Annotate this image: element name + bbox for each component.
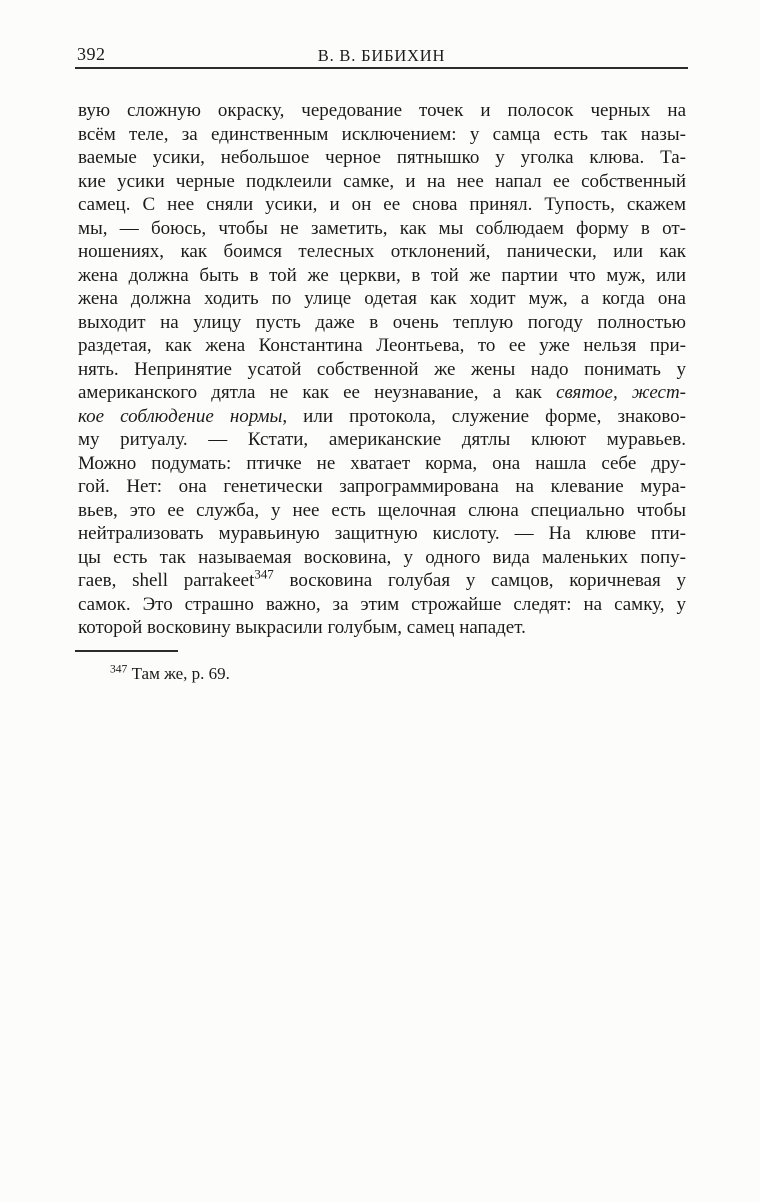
text-line bbox=[78, 358, 686, 382]
text-line bbox=[78, 170, 686, 194]
running-head-title: В. В. БИБИХИН bbox=[317, 46, 446, 65]
text-segment: гаев, shell parrakeet bbox=[78, 570, 255, 591]
text-line bbox=[78, 546, 686, 570]
text-line bbox=[78, 566, 686, 593]
text-segment: выходит на улицу пусть даже в очень теплую погоду полностью bbox=[78, 311, 686, 333]
text-segment: нейтрализовать муравьиную защитную кислоту. — На клюве пти- bbox=[78, 523, 686, 544]
running-head bbox=[75, 44, 688, 66]
text-segment: цы есть так называемая восковина, у одного вида маленьких попу- bbox=[78, 546, 686, 568]
text-segment: Можно подумать: птичке не хватает корма, она нашла себе дру- bbox=[78, 452, 686, 474]
text-segment: восковина голубая у самцов, коричневая у bbox=[273, 570, 686, 591]
body-text bbox=[78, 99, 686, 640]
text-segment: самец. С нее сняли усики, и он ее снова принял. Тупость, скажем bbox=[78, 194, 686, 215]
text-line bbox=[78, 334, 686, 358]
text-line bbox=[78, 475, 686, 499]
text-line bbox=[78, 123, 686, 147]
footnote-text: Там же, p. 69. bbox=[127, 664, 230, 683]
text-segment: которой восковину выкрасили голубым, самец нападет. bbox=[78, 617, 526, 638]
text-line bbox=[78, 499, 686, 523]
text-line bbox=[78, 381, 686, 405]
text-segment: му ритуалу. — Кстати, американские дятлы клюют муравьев. bbox=[78, 429, 686, 450]
text-segment: , или протокола, служение форме, знаково- bbox=[282, 405, 686, 427]
text-line bbox=[78, 428, 686, 452]
text-line bbox=[78, 217, 686, 241]
text-line bbox=[78, 264, 686, 288]
text-line bbox=[78, 146, 686, 170]
text-line bbox=[78, 99, 686, 123]
text-segment: жена должна ходить по улице одетая как ходит муж, а когда она bbox=[78, 288, 686, 309]
text-segment: американского дятла не как ее неузнавание, а как bbox=[78, 382, 557, 403]
text-segment: ношениях, как боимся телесных отклонений, панически, или как bbox=[78, 241, 686, 262]
text-segment: мы, — боюсь, чтобы не заметить, как мы соблюдаем форму в от- bbox=[78, 217, 686, 239]
text-segment: самок. Это страшно важно, за этим строжайше следят: на самку, у bbox=[78, 593, 686, 615]
text-segment: кое соблюдение нормы bbox=[78, 405, 283, 427]
text-line bbox=[78, 311, 686, 335]
text-segment: святое, жест- bbox=[556, 382, 686, 403]
text-line bbox=[78, 405, 686, 429]
footnote-marker: 347 bbox=[110, 662, 128, 676]
text-segment: нять. Непринятие усатой собственной же жены надо понимать у bbox=[78, 358, 686, 380]
footnote-reference: 347 bbox=[254, 566, 274, 582]
text-segment: вую сложную окраску, чередование точек и полосок черных на bbox=[78, 100, 686, 121]
footnote bbox=[78, 663, 686, 685]
text-line bbox=[78, 287, 686, 311]
text-segment: ваемые усики, небольшое черное пятнышко у уголка клюва. Та- bbox=[78, 147, 686, 168]
text-segment: вьев, это ее служба, у нее есть щелочная слюна специально чтобы bbox=[78, 499, 686, 521]
text-segment: гой. Нет: она генетически запрограммирована на клевание мура- bbox=[78, 476, 686, 497]
text-line bbox=[78, 193, 686, 217]
text-line bbox=[78, 522, 686, 546]
text-line bbox=[78, 240, 686, 264]
text-line bbox=[78, 593, 686, 617]
text-segment: раздетая, как жена Константина Леонтьева, то ее уже нельзя при- bbox=[78, 335, 686, 356]
page-number: 392 bbox=[77, 44, 106, 64]
text-segment: жена должна быть в той же церкви, в той же партии что муж, или bbox=[78, 264, 686, 286]
text-segment: всём теле, за единственным исключением: у самца есть так назы- bbox=[78, 123, 686, 145]
header-rule bbox=[75, 67, 688, 69]
text-line bbox=[78, 616, 686, 640]
text-line bbox=[78, 452, 686, 476]
text-segment: кие усики черные подклеили самке, и на нее напал ее собственный bbox=[78, 170, 686, 192]
footnote-rule bbox=[75, 650, 178, 652]
